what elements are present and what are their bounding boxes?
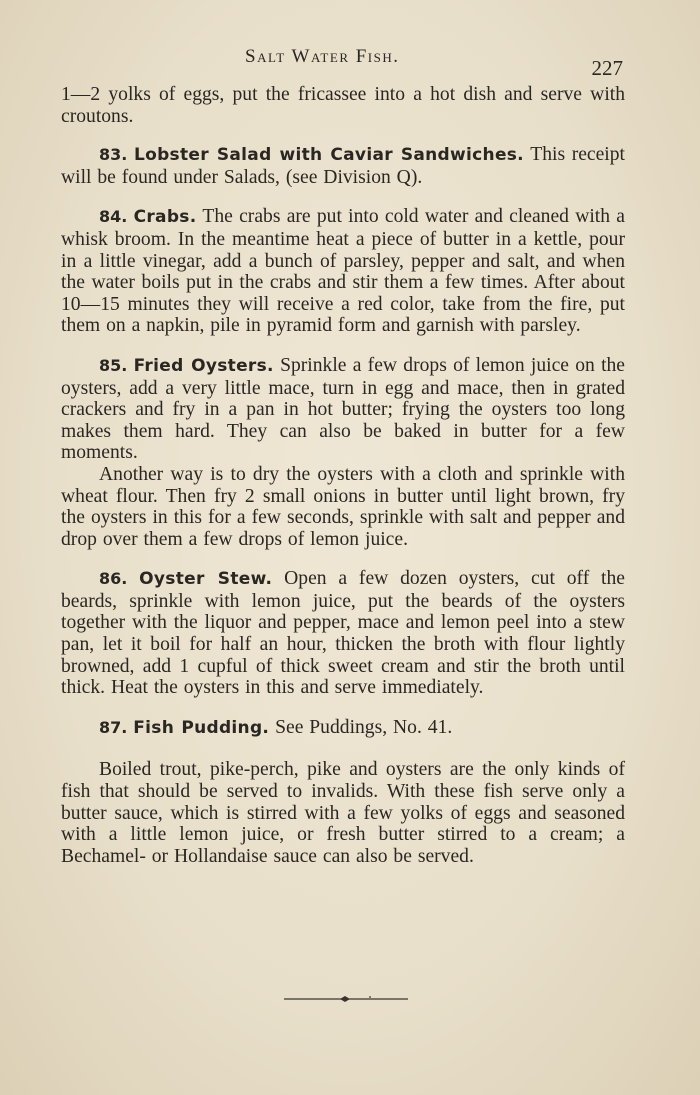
section-text: The crabs are put into cold water and cleaned with a whisk broom. In the meantime heat a piece of butter in a kettle, pour in a little vinegar, add a bunch of parsley, pepper and salt, and when the water boils put in the crabs and stir them a few times. After about 10—15 minutes they will receive a red color, take from the fire, put them on a napkin, pile in pyramid form and garnish with parsley. (61, 206, 625, 337)
section-85 (61, 355, 625, 464)
section-title: Fried Oysters. (133, 355, 274, 376)
section-86 (61, 568, 625, 699)
section-83 (61, 144, 625, 188)
section-title: Oyster Stew. (139, 569, 273, 590)
section-number: 83. (99, 145, 128, 165)
section-text: Sprinkle a few drops of lemon juice on the oysters, add a very little mace, turn in egg and mace, then in grated crackers and fry in a pan in hot butter; frying the oysters too long makes them hard. They can also be baked in butter for a few moments. (61, 354, 626, 464)
page-number: 227 (591, 56, 623, 80)
horizontal-rule-ornament-icon (282, 992, 410, 1006)
page-title: Salt Water Fish. (245, 46, 400, 67)
section-text: See Puddings, No. 41. (275, 716, 453, 738)
section-title: Fish Pudding. (133, 717, 270, 738)
running-head (60, 46, 625, 80)
page-body (61, 84, 625, 867)
section-title: Lobster Salad with Caviar Sandwiches. (133, 145, 524, 166)
section-84 (61, 206, 625, 337)
section-number: 87. (99, 717, 128, 737)
section-number: 86. (99, 569, 128, 589)
section-text: This receipt will be found under Salads, (see Division Q). (61, 144, 625, 188)
section-text: Open a few dozen oysters, cut off the beards, sprinkle with lemon juice, put the beards of the oysters together with the liquor and pepper, mace and lemon peel into a stew pan, let it boil for half an hour, thicken the broth with flour lightly browned, add 1 cupful of thick sweet cream and stir the broth until thick. Heat the oysters in this and serve immediately. (61, 568, 625, 699)
section-number: 84. (99, 207, 128, 227)
section-85-continued: Another way is to dry the oysters with a cloth and sprinkle with wheat flour. Then fry 2 small onions in butter until light brown, fry the oysters in this for a few seconds, sprinkle with salt and pepper and drop over them a few drops of lemon juice. (61, 463, 625, 550)
section-title: Crabs. (133, 207, 197, 228)
closing-paragraph: Boiled trout, pike-perch, pike and oysters are the only kinds of fish that should be served to invalids. With these fish serve only a butter sauce, which is stirred with a few yolks of eggs and seasoned with a little lemon juice, or fresh butter stirred to a cream; a Bechamel- or Hollandaise sauce can also be served. (61, 759, 625, 867)
continued-paragraph: 1—2 yolks of eggs, put the fricassee into a hot dish and serve with croutons. (61, 84, 625, 127)
section-number: 85. (99, 355, 128, 375)
section-87 (61, 717, 625, 740)
